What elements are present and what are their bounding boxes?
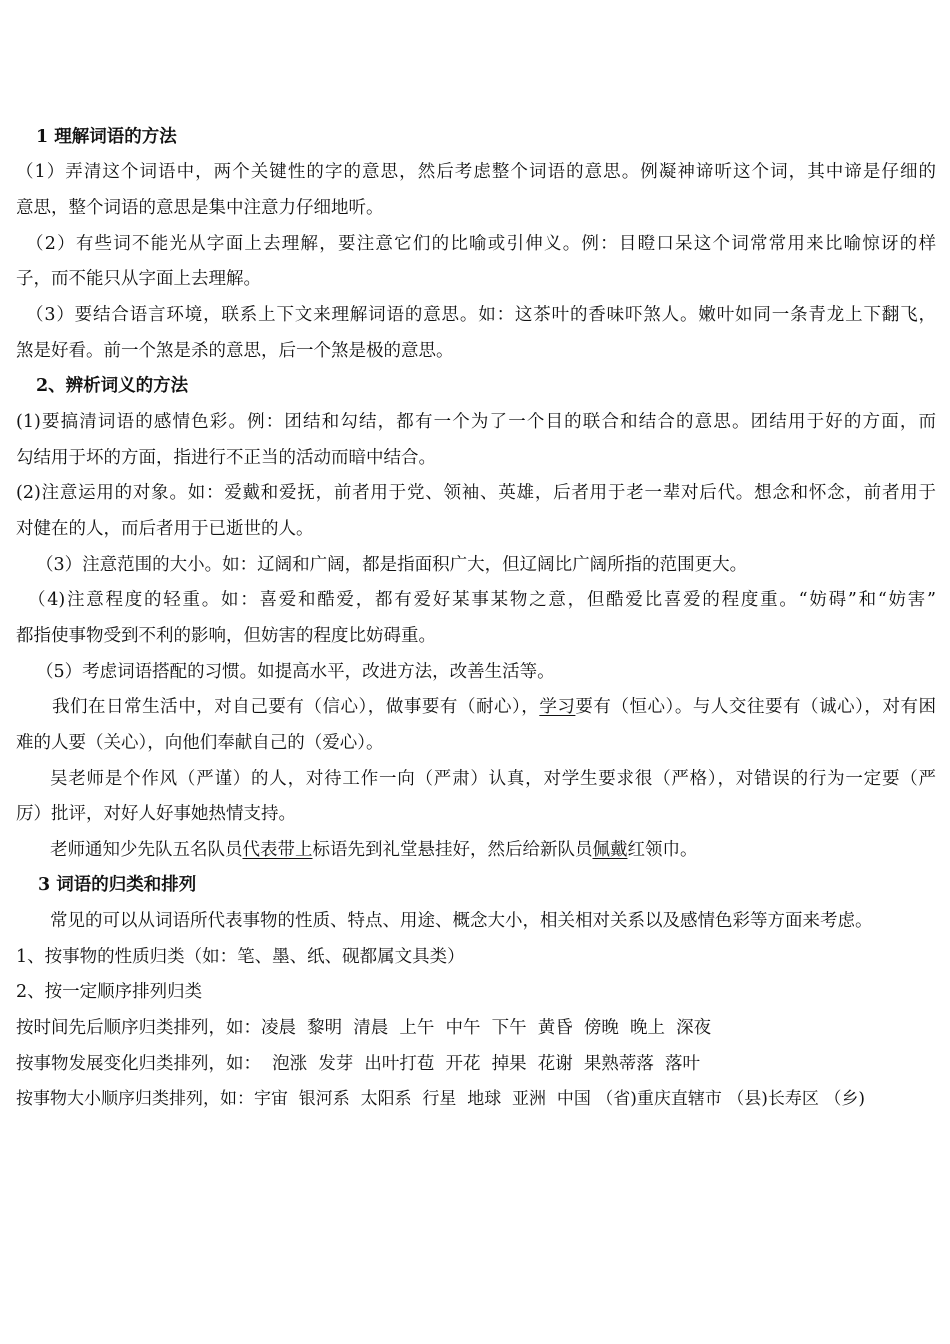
underlined-word-xuexi: 学习 [539,697,576,717]
s3-size-order-line: 按事物大小顺序归类排列，如：宇宙 银河系 太阳系 行星 地球 亚洲 中国 （省)重庆直辖市 （县)长寿区 （乡) [16,1089,865,1109]
section-3-title: 3 词语的归类和排列 [38,875,197,895]
s1-paragraph-1-line-1: （1）弄清这个词语中，两个关键性的字的意思，然后考虑整个词语的意思。例凝神谛听这个词，其中谛是仔细的 [16,162,936,182]
underlined-phrase-daibiao-daishang: 代表带上 [242,840,313,860]
example-2-line-1: 吴老师是个作风（严谨）的人，对待工作一向（严肃）认真，对学生要求很（严格），对错误的行为一定要（严 [50,769,936,789]
s3-list-item-1: 1、按事物的性质归类（如：笔、墨、纸、砚都属文具类） [16,947,465,967]
underlined-word-peidai: 佩戴 [592,840,628,860]
s2-paragraph-1-line-2: 勾结用于坏的方面，指进行不正当的活动而暗中结合。 [16,448,436,468]
s2-paragraph-2-line-1: (2)注意运用的对象。如：爱戴和爱抚，前者用于党、领袖、英雄，后者用于老一辈对后代。想念和怀念，前者用于 [16,483,936,503]
example-2-line-2: 厉）批评，对好人好事她热情支持。 [16,804,296,824]
example-1-text-a: 我们在日常生活中，对自己要有（信心），做事要有（耐心）， [52,697,540,717]
section-2-title: 2、辨析词义的方法 [36,376,189,396]
s1-paragraph-3-line-2: 煞是好看。前一个煞是杀的意思，后一个煞是极的意思。 [16,341,454,361]
example-1-line-1 [52,695,936,719]
s3-list-item-2: 2、按一定顺序排列归类 [16,982,203,1002]
s2-paragraph-2-line-2: 对健在的人，而后者用于已逝世的人。 [16,519,314,539]
s2-paragraph-1-line-1: (1)要搞清词语的感情色彩。例：团结和勾结，都有一个为了一个目的联合和结合的意思。团结用于好的方面，而 [16,412,936,432]
example-1-line-2: 难的人要（关心），向他们奉献自己的（爱心）。 [16,733,384,753]
s2-paragraph-4-line-1: （4)注意程度的轻重。如：喜爱和酷爱，都有爱好某事某物之意，但酷爱比喜爱的程度重。“妨碍”和“妨害” [28,590,936,610]
s2-paragraph-4-line-2: 都指使事物受到不利的影响，但妨害的程度比妨碍重。 [16,626,436,646]
s2-paragraph-5: （5）考虑词语搭配的习惯。如提高水平，改进方法，改善生活等。 [36,662,555,682]
s3-time-order-line: 按时间先后顺序归类排列，如：凌晨 黎明 清晨 上午 中午 下午 黄昏 傍晚 晚上 深夜 [16,1018,712,1038]
s3-development-order-line: 按事物发展变化归类排列，如： 泡涨 发芽 出叶打苞 开花 掉果 花谢 果熟蒂落 落叶 [16,1054,701,1074]
s1-paragraph-3-line-1: （3）要结合语言环境，联系上下文来理解词语的意思。如：这茶叶的香味吓煞人。嫩叶如同一条青龙上下翻飞， [26,305,936,325]
section-1-title: 1 理解词语的方法 [36,127,177,147]
s1-paragraph-2-line-1: （2）有些词不能光从字面上去理解，要注意它们的比喻或引伸义。例：目瞪口呆这个词常常用来比喻惊讶的样 [26,234,936,254]
example-3-text-a: 老师通知少先队五名队员 [50,840,243,860]
s1-paragraph-2-line-2: 子，而不能只从字面上去理解。 [16,269,261,289]
s3-paragraph-1: 常见的可以从词语所代表事物的性质、特点、用途、概念大小，相关相对关系以及感情色彩等方面来考虑。 [50,911,873,931]
example-3 [50,838,936,862]
example-3-text-b: 标语先到礼堂悬挂好，然后给新队员 [312,840,593,860]
s1-paragraph-1-line-2: 意思，整个词语的意思是集中注意力仔细地听。 [16,198,384,218]
example-1-text-b: 要有（恒心）。与人交往要有（诚心），对有困 [575,697,937,717]
s2-paragraph-3: （3）注意范围的大小。如：辽阔和广阔，都是指面积广大，但辽阔比广阔所指的范围更大。 [36,555,748,575]
example-3-text-c: 红领巾。 [627,840,698,860]
